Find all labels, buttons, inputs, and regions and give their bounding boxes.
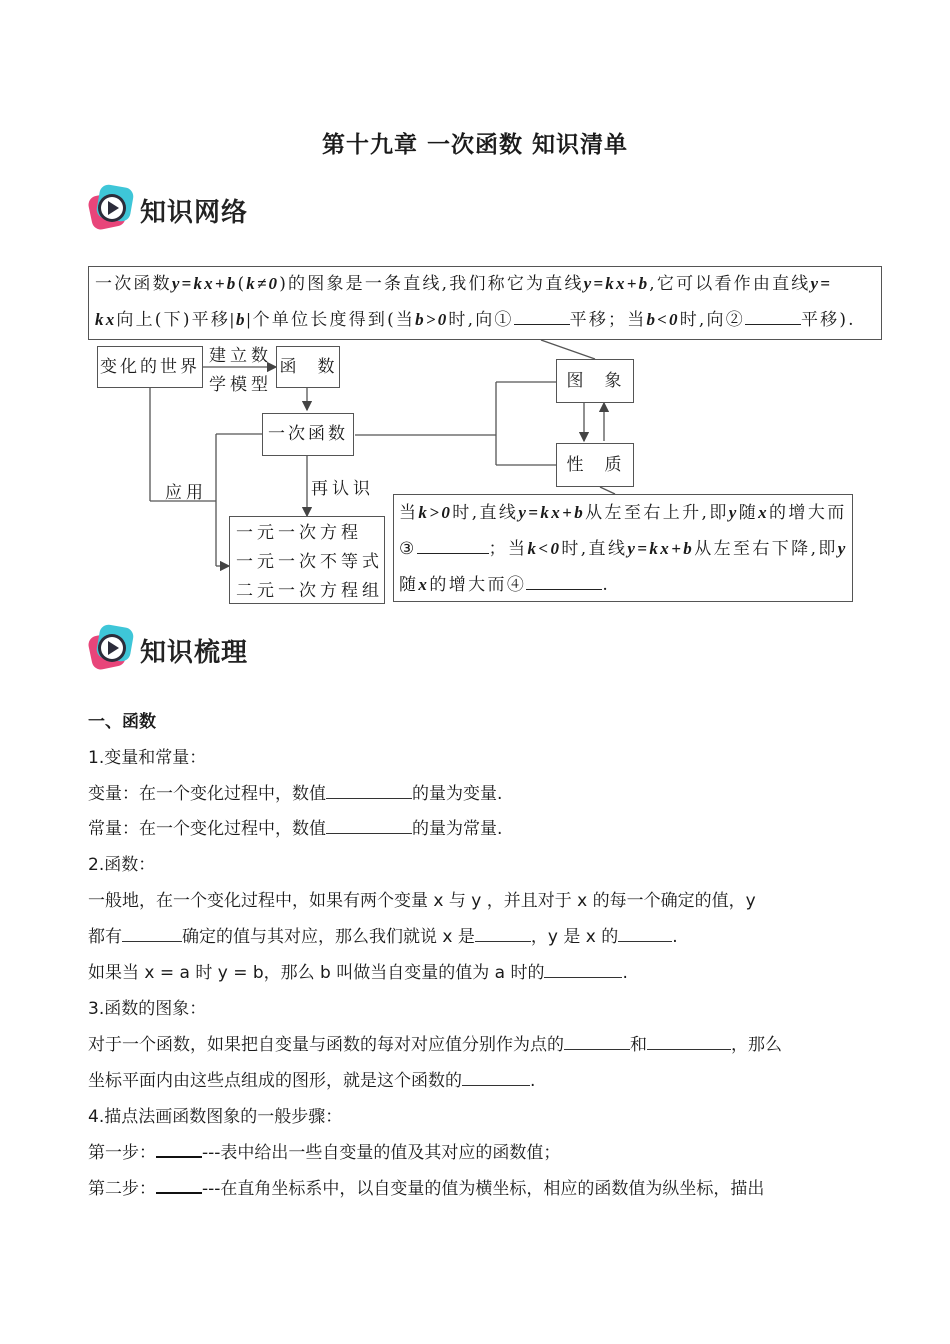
fill-blank[interactable] <box>326 782 412 799</box>
section-header-review <box>88 624 388 674</box>
fill-blank[interactable] <box>156 1140 202 1158</box>
text-span: . <box>622 963 628 983</box>
def-condition: b>0 <box>415 310 449 329</box>
def-formula: |b| <box>230 310 253 329</box>
linear-graph-definition-box <box>88 266 882 340</box>
reknow-label: 再认识 <box>311 479 374 499</box>
text-line <box>88 1138 868 1163</box>
answer-blank-4[interactable] <box>526 575 602 590</box>
text-line: 3.函数的图象： <box>88 999 207 1019</box>
def-formula: y=kx+b <box>583 274 650 293</box>
graph-box: 图 象 <box>556 359 634 403</box>
def-formula: y=kx+b <box>171 274 238 293</box>
prop-text: ③ <box>399 539 417 559</box>
text-span: 确定的值与其对应，那么我们就说 x 是 <box>182 927 475 947</box>
eq-linear-inequality: 一元一次不等式 <box>236 552 383 572</box>
play-logo-icon <box>88 624 136 672</box>
text-line <box>88 779 868 804</box>
build-model-label: 建立数 <box>209 346 272 366</box>
def-text: 平移). <box>800 310 856 330</box>
answer-blank-2[interactable] <box>745 310 801 325</box>
fill-blank[interactable] <box>618 925 672 942</box>
prop-text: 时,直线 <box>561 539 628 559</box>
text-line: 4.描点法画函数图象的一般步骤： <box>88 1107 343 1127</box>
text-span: 如果当 x = a 时 y = b，那么 b 叫做当自变量的值为 a 时的 <box>88 963 545 983</box>
text-span: ，y 是 x 的 <box>530 927 619 947</box>
page-title: 第十九章 一次函数 知识清单 <box>321 132 628 158</box>
changing-world-box: 变化的世界 <box>97 346 203 388</box>
apply-label: 应用 <box>165 483 207 503</box>
def-condition: k≠0 <box>246 274 280 293</box>
section-title-review: 知识梳理 <box>140 638 249 668</box>
def-text: )的图象是一条直线,我们称它为直线 <box>279 274 584 294</box>
def-formula: kx <box>95 310 117 329</box>
text-span: 第一步： <box>88 1143 156 1163</box>
prop-text: 从左至右下降,即 <box>694 539 838 559</box>
prop-text: 的增大而④ <box>429 575 527 595</box>
prop-formula: y=kx+b <box>627 539 695 558</box>
text-span: ---在直角坐标系中，以自变量的值为横坐标，相应的函数值为纵坐标，描出 <box>202 1179 765 1199</box>
text-line <box>88 922 868 947</box>
def-text: 平移；当 <box>569 310 647 330</box>
prop-text: 时,直线 <box>452 503 519 523</box>
text-span: 都有 <box>88 927 122 947</box>
prop-text: 的增大而 <box>769 503 847 523</box>
prop-text: ；当 <box>488 539 528 559</box>
fill-blank[interactable] <box>462 1069 530 1086</box>
equations-box <box>229 516 385 604</box>
def-formula: y= <box>810 274 833 293</box>
linear-property-box <box>393 494 853 602</box>
text-line <box>88 1174 868 1199</box>
section-title-network: 知识网络 <box>140 198 249 228</box>
answer-blank-3[interactable] <box>417 539 489 554</box>
prop-var: y <box>728 503 739 522</box>
text-span: 的量为变量. <box>412 784 503 804</box>
text-span: . <box>672 927 678 947</box>
prop-var: x <box>418 575 430 594</box>
text-span: ，那么 <box>731 1035 782 1055</box>
fill-blank[interactable] <box>156 1176 202 1194</box>
def-text: ( <box>237 274 247 294</box>
prop-text: 随 <box>399 575 419 595</box>
prop-text: . <box>602 575 611 595</box>
def-text: 向上(下)平移 <box>116 310 231 330</box>
prop-formula: y=kx+b <box>518 503 586 522</box>
def-text: 个单位长度得到(当 <box>252 310 416 330</box>
answer-blank-1[interactable] <box>514 310 570 325</box>
text-line <box>88 1030 868 1055</box>
text-span: 变量：在一个变化过程中，数值 <box>88 784 326 804</box>
text-line <box>88 958 868 983</box>
text-line <box>88 814 868 839</box>
prop-var: x <box>758 503 770 522</box>
function-box: 函 数 <box>276 346 340 388</box>
property-box: 性 质 <box>556 443 634 487</box>
def-text: ,它可以看作由直线 <box>649 274 811 294</box>
prop-text: 从左至右上升,即 <box>585 503 729 523</box>
fill-blank[interactable] <box>122 925 182 942</box>
eq-system-two-var: 二元一次方程组 <box>236 581 383 601</box>
text-span: 常量：在一个变化过程中，数值 <box>88 819 326 839</box>
text-span: 和 <box>630 1035 647 1055</box>
prop-condition: k>0 <box>418 503 453 522</box>
heading-function: 一、函数 <box>88 712 156 732</box>
build-model-label: 学模型 <box>209 375 272 395</box>
text-span: 坐标平面内由这些点组成的图形，就是这个函数的 <box>88 1071 462 1091</box>
def-condition: b<0 <box>646 310 680 329</box>
def-text: 一次函数 <box>95 274 172 294</box>
eq-linear-one-var: 一元一次方程 <box>236 523 362 543</box>
text-line: 一般地，在一个变化过程中，如果有两个变量 x 与 y ，并且对于 x 的每一个确定的值，y <box>88 891 756 911</box>
prop-text: 随 <box>738 503 759 523</box>
text-span: ---表中给出一些自变量的值及其对应的函数值； <box>202 1143 561 1163</box>
fill-blank[interactable] <box>326 817 412 834</box>
fill-blank[interactable] <box>647 1033 731 1050</box>
prop-text: 当 <box>399 503 419 523</box>
text-span: 第二步： <box>88 1179 156 1199</box>
text-span: . <box>530 1071 536 1091</box>
fill-blank[interactable] <box>475 925 531 942</box>
fill-blank[interactable] <box>544 961 622 978</box>
text-span: 对于一个函数，如果把自变量与函数的每对对应值分别作为点的 <box>88 1035 564 1055</box>
prop-var: y <box>837 539 848 558</box>
text-line <box>88 1066 868 1091</box>
linear-function-box: 一次函数 <box>262 413 354 456</box>
fill-blank[interactable] <box>564 1033 630 1050</box>
prop-condition: k<0 <box>527 539 562 558</box>
def-text: 时,向① <box>448 310 514 330</box>
text-span: 的量为常量. <box>412 819 503 839</box>
def-text: 时,向② <box>679 310 745 330</box>
text-line: 2.函数： <box>88 855 156 875</box>
text-line: 1.变量和常量： <box>88 748 207 768</box>
